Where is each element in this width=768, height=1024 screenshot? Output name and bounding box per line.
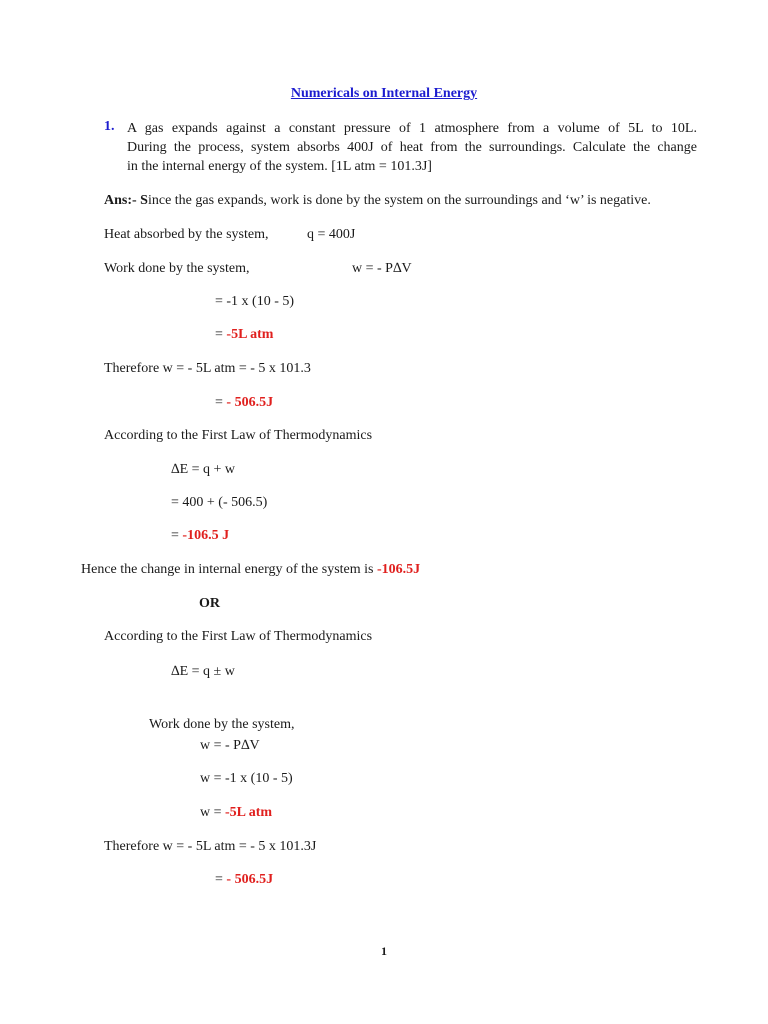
first-law-line-2: According to the First Law of Thermodynamics [104, 629, 373, 644]
work-result-prefix-2: w = [200, 805, 226, 820]
work-result [215, 326, 273, 344]
delta-e-step: = 400 + (- 506.5) [171, 495, 268, 510]
delta-e-formula-2: ∆E = q ± w [171, 664, 235, 679]
therefore-line-2: Therefore w = - 5L atm = - 5 x 101.3J [104, 839, 317, 854]
work-result-2 [200, 804, 272, 822]
work-formula: w = - P∆V [352, 261, 412, 276]
hence-value: -106.5J [376, 562, 421, 577]
joule-result-value-2: - 506.5J [226, 872, 274, 887]
delta-e-result [171, 527, 229, 545]
answer-intro [104, 192, 651, 210]
delta-e-formula: ∆E = q + w [171, 462, 236, 477]
work-step: = -1 x (10 - 5) [215, 294, 295, 309]
or-divider: OR [199, 596, 220, 611]
delta-e-result-value: -106.5 J [182, 528, 230, 543]
joule-result-value: - 506.5J [226, 395, 274, 410]
joule-result-prefix-2: = [215, 872, 227, 887]
page-number: 1 [381, 944, 387, 958]
work-result-value-2: -5L atm [225, 805, 273, 820]
question-line-2: During the process, system absorbs 400J of heat from the surroundings. Calculate the change [127, 140, 697, 155]
question-line-3: in the internal energy of the system. [1L atm = 101.3J] [127, 159, 432, 174]
question-number: 1. [104, 119, 115, 134]
answer-label: Ans:- S [104, 193, 148, 208]
heat-value: q = 400J [307, 227, 356, 242]
first-law-line-1: According to the First Law of Thermodynamics [104, 428, 373, 443]
work-label-2: Work done by the system, [149, 717, 295, 732]
joule-result-prefix: = [215, 395, 227, 410]
joule-result [215, 394, 273, 412]
heat-label: Heat absorbed by the system, [104, 227, 269, 242]
hence-text: Hence the change in internal energy of the system is [81, 562, 377, 577]
question-line-1: A gas expands against a constant pressure of 1 atmosphere from a volume of 5L to 10L. [127, 121, 697, 136]
therefore-line-1: Therefore w = - 5L atm = - 5 x 101.3 [104, 361, 311, 376]
question-text [127, 119, 697, 176]
work-result-prefix: = [215, 327, 227, 342]
answer-intro-text: ince the gas expands, work is done by the system on the surroundings and ‘w’ is negative. [147, 193, 651, 208]
work-result-value: -5L atm [226, 327, 274, 342]
delta-e-result-prefix: = [171, 528, 183, 543]
work-label: Work done by the system, [104, 261, 250, 276]
page-title: Numericals on Internal Energy [290, 86, 478, 101]
joule-result-2 [215, 871, 273, 889]
work-step-2: w = -1 x (10 - 5) [200, 771, 293, 786]
work-formula-2: w = - P∆V [200, 738, 260, 753]
hence-line [81, 561, 420, 579]
